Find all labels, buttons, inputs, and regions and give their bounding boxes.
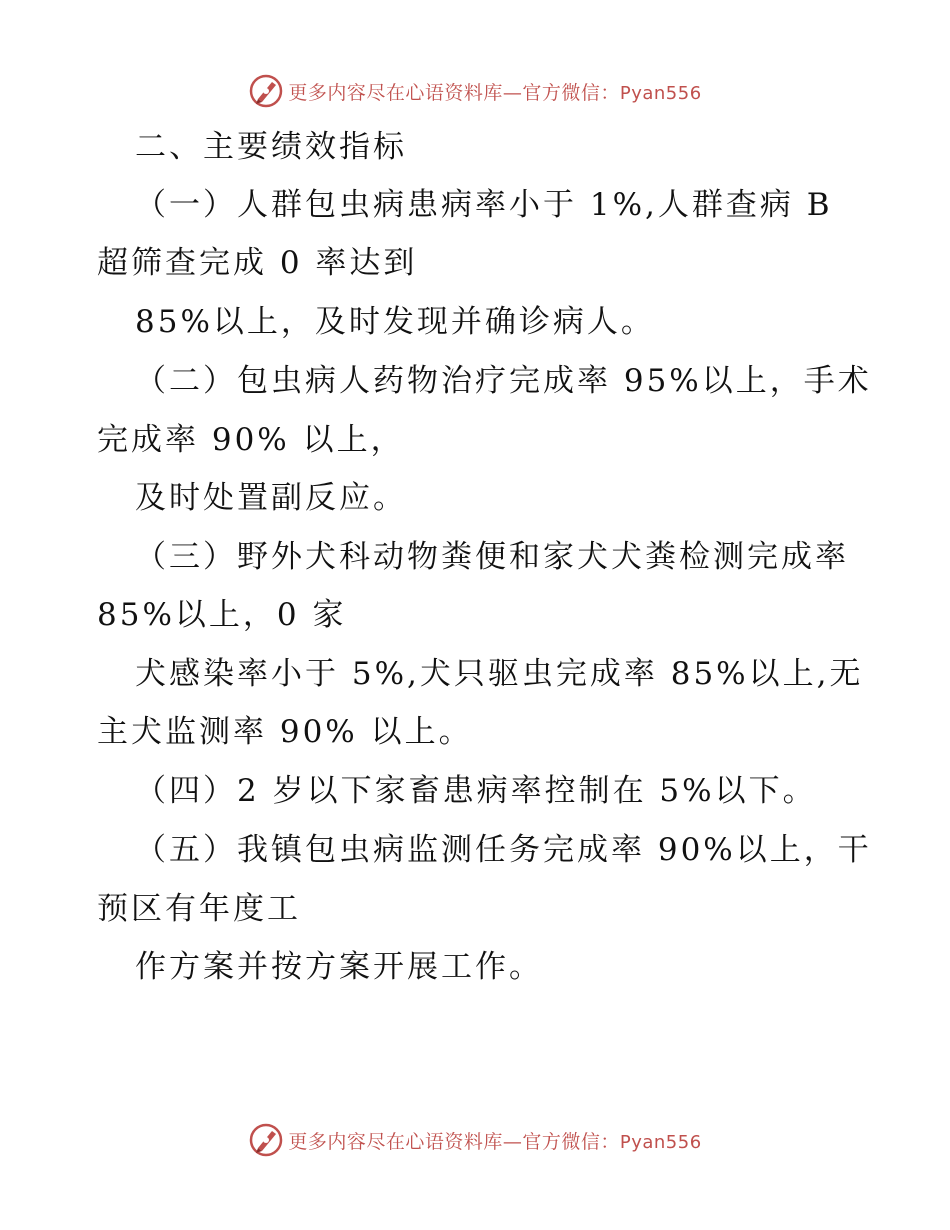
- watermark-text: 更多内容尽在心语资料库—官方微信：Pyan556: [288, 1130, 702, 1153]
- paragraph-line: （二）包虫病人药物治疗完成率 95%以上，手术: [135, 363, 872, 399]
- watermark-text: 更多内容尽在心语资料库—官方微信：Pyan556: [288, 81, 702, 104]
- paragraph-line: （四）2 岁以下家畜患病率控制在 5%以下。: [135, 773, 817, 809]
- paragraph-line: 超筛查完成 0 率达到: [97, 245, 418, 281]
- section-heading: 二、主要绩效指标: [135, 129, 407, 165]
- watermark-handle: Pyan556: [619, 82, 702, 104]
- watermark-footer: [0, 1120, 950, 1160]
- paragraph-line: 犬感染率小于 5%,犬只驱虫完成率 85%以上,无: [135, 656, 864, 692]
- paragraph-line: 85%以上，及时发现并确诊病人。: [135, 304, 655, 340]
- watermark-handle: Pyan556: [619, 1131, 702, 1153]
- pen-logo-icon: [248, 1122, 284, 1158]
- paragraph-line: （一）人群包虫病患病率小于 1%,人群查病 B: [135, 187, 833, 223]
- pen-logo-icon: [248, 73, 284, 109]
- paragraph-line: 85%以上，0 家: [97, 597, 347, 633]
- paragraph-line: （三）野外犬科动物粪便和家犬犬粪检测完成率: [135, 539, 849, 575]
- watermark-header: [0, 71, 950, 111]
- paragraph-line: 主犬监测率 90% 以上。: [97, 714, 473, 750]
- paragraph-line: （五）我镇包虫病监测任务完成率 90%以上，干: [135, 832, 872, 868]
- paragraph-line: 作方案并按方案开展工作。: [135, 949, 543, 985]
- paragraph-line: 完成率 90% 以上，: [97, 422, 405, 458]
- paragraph-line: 预区有年度工: [97, 891, 301, 927]
- paragraph-line: 及时处置副反应。: [135, 480, 407, 516]
